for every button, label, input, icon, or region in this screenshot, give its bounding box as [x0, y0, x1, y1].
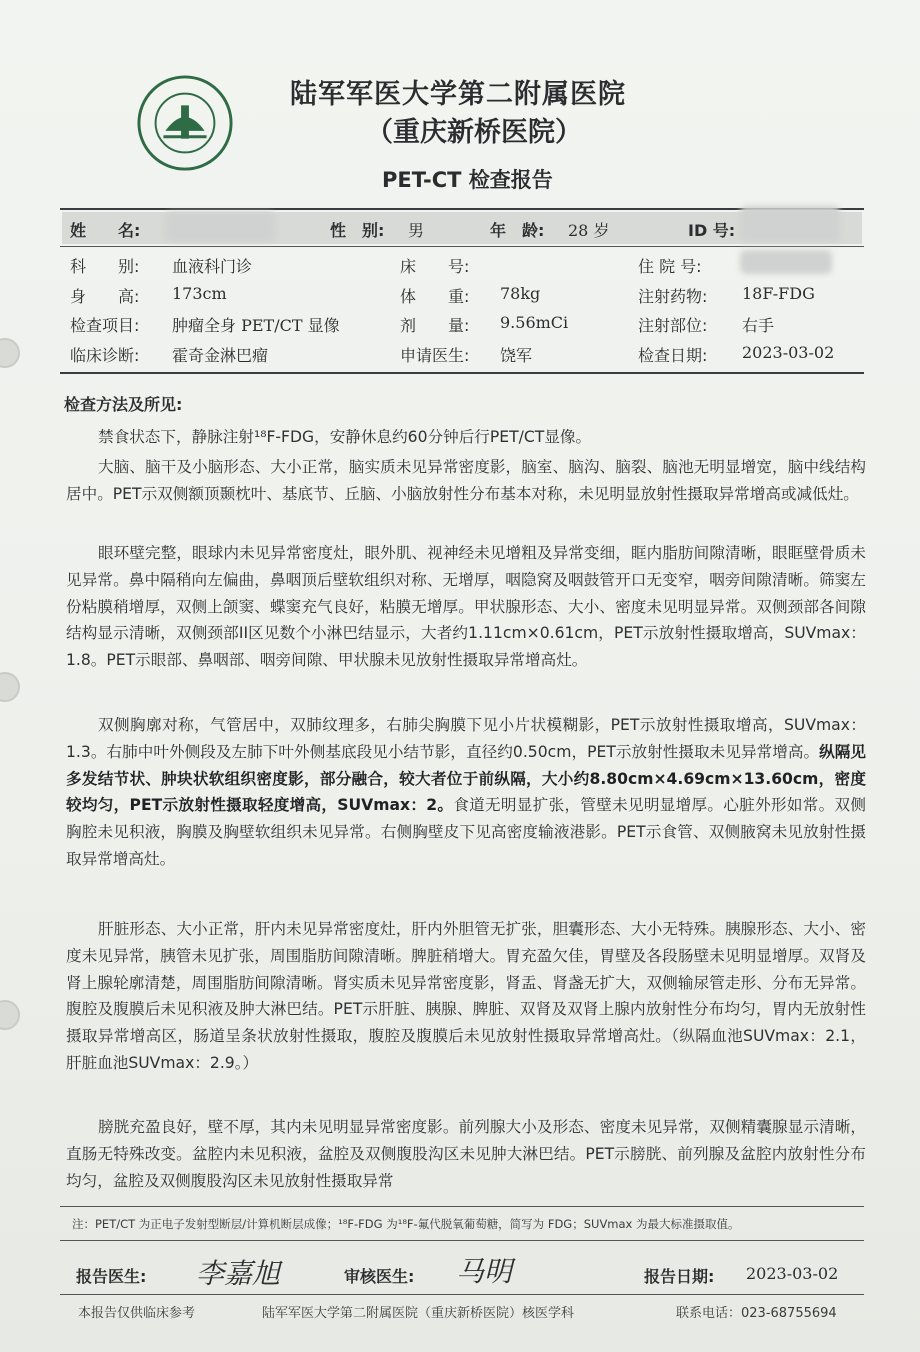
findings-text-highlight: 纵隔见多发结节状、肿块状软组织密度影，部分融合，较大者位于前纵隔，大小约8.80cm×4.69cm×13.60cm，密度较均匀，PET示放射性摄取轻度增高，SUVmax：2。 [66, 742, 866, 815]
binder-hole [0, 672, 20, 702]
findings-text: 食道无明显扩张，管壁未见明显增厚。心脏外形如常。双侧胸腔未见积液，胸膜及胸壁软组织未见异常。右侧胸壁皮下见高密度输液港影。PET示食管、双侧腋窝未见放射性摄取异常增高灶。 [66, 796, 866, 868]
diag-label: 临床诊断: [70, 346, 140, 365]
redacted-name [165, 212, 275, 242]
date-value: 2023-03-02 [742, 343, 835, 362]
weight-label: 体 重: [400, 287, 470, 306]
doctor-value: 饶军 [500, 346, 533, 365]
hospital-logo [136, 74, 234, 172]
reviewer-signature: 马明 [456, 1255, 513, 1288]
divider [60, 246, 864, 247]
reviewer-label: 审核医生: [344, 1267, 415, 1286]
findings-paragraph: 大脑、脑干及小脑形态、大小正常，脑实质未见异常密度影，脑室、脑沟、脑裂、脑池无明显增宽，脑中线结构居中。PET示双侧额顶颞枕叶、基底节、丘脑、小脑放射性分布基本对称，未见明显放射性摄取异常增高或减低灶。 [66, 458, 866, 503]
weight-value: 78kg [500, 284, 541, 303]
date-label: 检查日期: [638, 346, 708, 365]
findings-text: 双侧胸廓对称，气管居中，双肺纹理多，右肺尖胸膜下见小片状模糊影，PET示放射性摄取增高，SUVmax：1.3。右肺中叶外侧段及左肺下叶外侧基底段见小结节影，直径约0.50cm，PET示放射性摄取未见异常增高。 [66, 716, 866, 761]
dose-value: 9.56mCi [500, 313, 569, 332]
drug-value: 18F-FDG [742, 284, 815, 303]
site-value: 右手 [742, 316, 775, 335]
redacted-inpatient-no [740, 250, 832, 274]
redacted-id [740, 206, 840, 242]
reporter-signature: 李嘉旭 [196, 1257, 281, 1290]
findings-heading: 检查方法及所见: [64, 395, 183, 414]
site-label: 注射部位: [638, 316, 708, 335]
inpatient-label: 住 院 号: [638, 257, 702, 276]
divider [60, 1206, 864, 1207]
sex-label: 性 别: [330, 221, 385, 240]
divider [60, 1294, 864, 1295]
footer-phone: 联系电话：023-68755694 [676, 1306, 837, 1321]
exam-label: 检查项目: [70, 316, 140, 335]
findings-paragraph: 肝脏形态、大小正常，肝内未见异常密度灶，肝内外胆管无扩张，胆囊形态、大小无特殊。胰腺形态、大小、密度未见异常，胰管未见扩张，周围脂肪间隙清晰。脾脏稍增大。胃充盈欠佳，胃壁及各段肠壁未见明显增厚。双肾及肾上腺轮廓清楚，周围脂肪间隙清晰。肾实质未见异常密度影，肾盂、肾盏无扩大，双侧输尿管走形、分布无异常。腹腔及腹膜后未见积液及肿大淋巴结。PET示肝脏、胰腺、脾脏、双肾及双肾上腺内放射性分布均匀，胃内无放射性摄取异常增高区，肠道呈条状放射性摄取，腹腔及腹膜后未见放射性摄取异常增高灶。（纵隔血池SUVmax：2.1，肝脏血池SUVmax：2.9。） [66, 920, 866, 1072]
footnote: 注：PET/CT 为正电子发射型断层/计算机断层成像；¹⁸F-FDG 为¹⁸F-氟代脱氧葡萄糖，简写为 FDG；SUVmax 为最大标准摄取值。 [72, 1217, 740, 1231]
binder-hole [0, 1000, 20, 1030]
report-date-value: 2023-03-02 [746, 1264, 839, 1283]
findings-paragraph: 禁食状态下，静脉注射¹⁸F-FDG，安静休息约60分钟后行PET/CT显像。 [98, 428, 592, 446]
dose-label: 剂 量: [400, 316, 470, 335]
age-value: 28 岁 [568, 221, 610, 240]
report-date-label: 报告日期: [644, 1267, 715, 1286]
sex-value: 男 [408, 221, 425, 240]
exam-value: 肿瘤全身 PET/CT 显像 [172, 316, 340, 335]
report-title: PET-CT 检查报告 [382, 168, 553, 192]
name-label: 姓 名: [70, 221, 141, 240]
hospital-name: 陆军军医大学第二附属医院 [290, 79, 626, 110]
footer-disclaimer: 本报告仅供临床参考 [78, 1306, 196, 1321]
doctor-label: 申请医生: [400, 346, 470, 365]
findings-paragraph: 膀胱充盈良好，壁不厚，其内未见明显异常密度影。前列腺大小及形态、密度未见异常，双侧精囊腺显示清晰，直肠无特殊改变。盆腔内未见积液，盆腔及双侧腹股沟区未见肿大淋巴结。PET示膀胱、前列腺及盆腔内放射性分布均匀，盆腔及双侧腹股沟区未见放射性摄取异常 [66, 1118, 866, 1190]
height-value: 173cm [172, 284, 227, 303]
footer-department: 陆军军医大学第二附属医院（重庆新桥医院）核医学科 [262, 1306, 575, 1321]
reporter-label: 报告医生: [76, 1267, 147, 1286]
id-label: ID 号: [688, 221, 736, 240]
diag-value: 霍奇金淋巴瘤 [172, 346, 269, 365]
divider [60, 372, 864, 374]
height-label: 身 高: [70, 287, 140, 306]
bed-label: 床 号: [400, 257, 470, 276]
hospital-alias: （重庆新桥医院） [366, 117, 582, 148]
divider [60, 1240, 864, 1241]
findings-paragraph: 眼环壁完整，眼球内未见异常密度灶，眼外肌、视神经未见增粗及异常变细，眶内脂肪间隙清晰，眼眶壁骨质未见异常。鼻中隔稍向左偏曲，鼻咽顶后壁软组织对称、无增厚，咽隐窝及咽鼓管开口无变窄，咽旁间隙清晰。筛窦左份粘膜稍增厚，双侧上颌窦、蝶窦充气良好，粘膜无增厚。甲状腺形态、大小、密度未见明显异常。双侧颈部各间隙结构显示清晰，双侧颈部II区见数个小淋巴结显示，大者约1.11cm×0.61cm，PET示放射性摄取增高，SUVmax：1.8。PET示眼部、鼻咽部、咽旁间隙、甲状腺未见放射性摄取异常增高灶。 [66, 544, 866, 670]
dept-label: 科 别: [70, 257, 140, 276]
age-label: 年 龄: [490, 221, 545, 240]
binder-hole [0, 338, 20, 368]
drug-label: 注射药物: [638, 287, 708, 306]
findings-paragraph [66, 712, 866, 873]
dept-value: 血液科门诊 [172, 257, 253, 276]
